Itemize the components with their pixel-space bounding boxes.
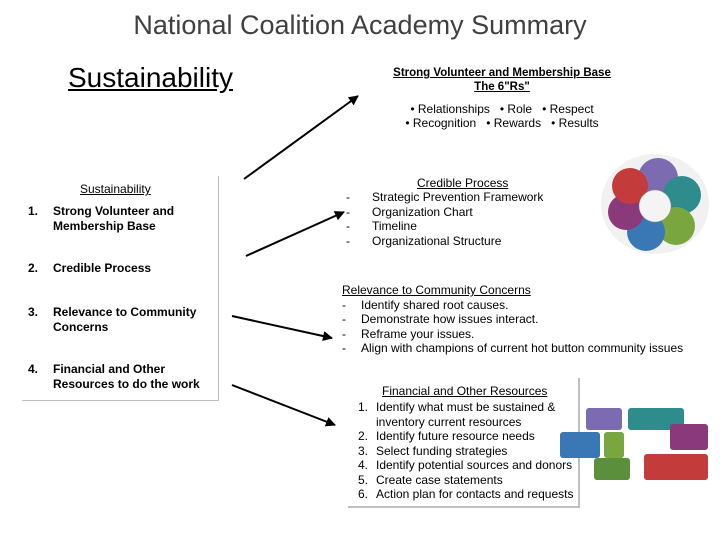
puzzle-piece <box>670 424 708 450</box>
arrow-financial <box>232 385 335 425</box>
puzzle-piece <box>560 432 600 458</box>
credible-heading: Credible Process <box>417 176 509 190</box>
coalition-petal-diagram <box>598 150 712 258</box>
volunteer-row-1: • Relationships • Role • Respect <box>410 102 594 116</box>
page-title: National Coalition Academy Summary <box>133 10 587 40</box>
volunteer-heading: Strong Volunteer and Membership Base <box>393 67 611 79</box>
arrow-credible <box>246 212 344 256</box>
dash: - <box>346 219 350 233</box>
left-list-item-2: Credible Process <box>53 261 152 275</box>
credible-item: - Timeline <box>346 219 417 233</box>
left-list-item-1: Strong Volunteer and Membership Base <box>53 204 175 233</box>
left-list-num-4: 4. <box>28 362 39 376</box>
relevance-heading: Relevance to Community Concerns <box>342 283 531 297</box>
credible-item: - Strategic Prevention Framework <box>346 190 544 204</box>
relevance-item: - Identify shared root causes. <box>342 297 509 312</box>
left-list-num-3: 3. <box>28 305 39 319</box>
dash: - <box>342 297 346 312</box>
dash: - <box>342 341 346 355</box>
financial-heading: Financial and Other Resources <box>382 384 548 398</box>
left-list-num-2: 2. <box>28 261 39 275</box>
resources-puzzle-diagram <box>558 404 712 484</box>
dash: - <box>346 233 350 248</box>
relevance-item: - Reframe your issues. <box>342 326 475 341</box>
puzzle-piece <box>604 432 624 458</box>
relevance-item: - Demonstrate how issues interact. <box>342 312 539 326</box>
left-list-heading: Sustainability <box>80 182 151 196</box>
left-list-num-1: 1. <box>28 204 39 218</box>
credible-item: - Organizational Structure <box>346 233 502 248</box>
credible-item: - Organization Chart <box>346 204 473 219</box>
puzzle-piece <box>594 458 630 480</box>
puzzle-piece <box>586 408 622 430</box>
dash: - <box>346 190 350 204</box>
petal-center <box>639 190 671 222</box>
arrow-relevance <box>232 316 332 338</box>
relevance-item: - Align with champions of current hot button community issues <box>342 341 684 355</box>
dash: - <box>346 204 350 219</box>
financial-box: Financial and Other Resources 1. Identify what must be sustained & inventory current resources 2. Identify future resource needs 3. Select funding strategies 4. Identify potential sources and donors 5. Create case statements 6. Action plan for contacts and requests <box>348 378 580 508</box>
volunteer-subheading: The 6"Rs" <box>474 81 530 93</box>
dash: - <box>342 312 346 326</box>
dash: - <box>342 326 346 341</box>
volunteer-row-2: • Recognition • Rewards • Results <box>405 116 599 130</box>
left-list-item-4: Financial and Other Resources to do the work <box>53 362 200 391</box>
main-heading: Sustainability <box>68 62 233 93</box>
puzzle-piece <box>644 454 708 480</box>
arrow-volunteer <box>244 96 358 179</box>
left-list-item-3: Relevance to Community Concerns <box>53 305 197 334</box>
